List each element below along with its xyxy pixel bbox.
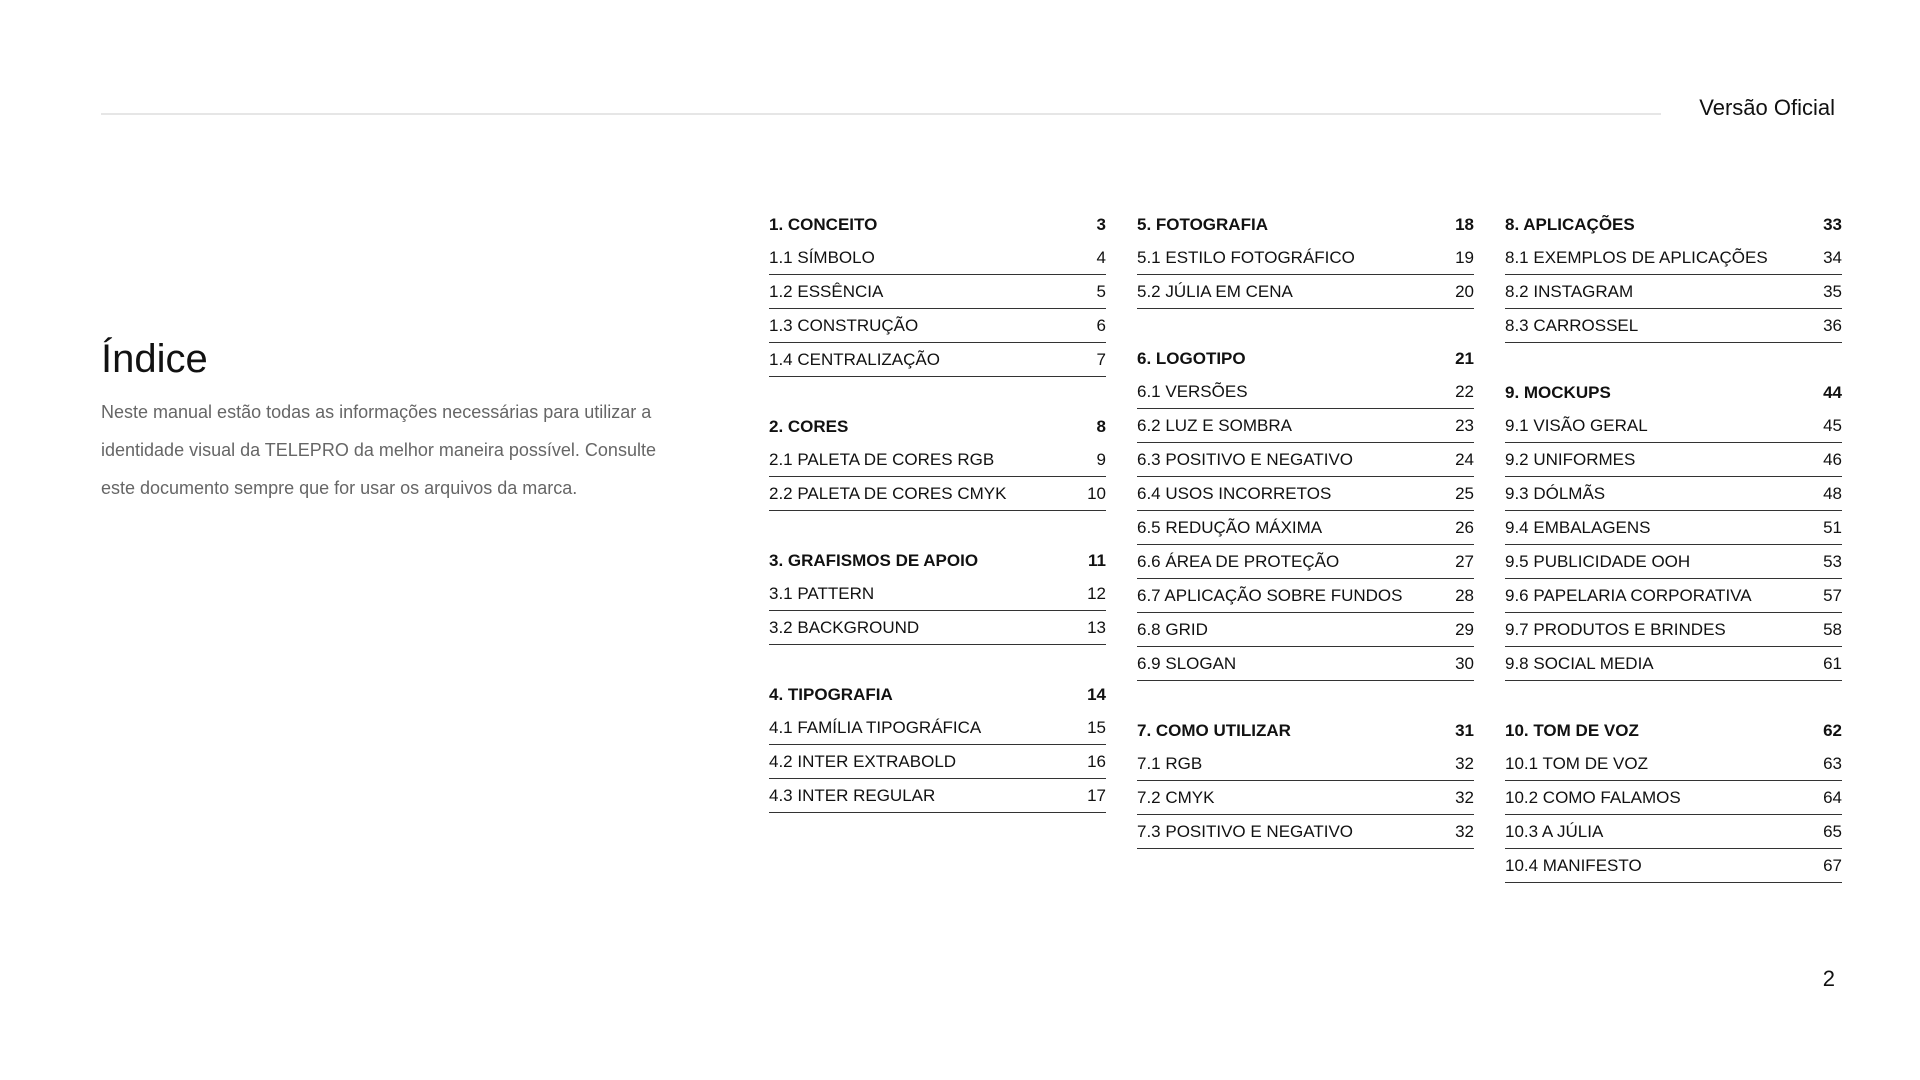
toc-entry[interactable]: [1505, 275, 1842, 309]
toc-entry-page: 61: [1823, 653, 1842, 673]
toc-entry-page: 5: [1096, 281, 1106, 301]
toc-entry-page: 12: [1087, 583, 1106, 603]
toc-entry[interactable]: [1137, 579, 1474, 613]
toc-entry-label: 8.1 EXEMPLOS DE APLICAÇÕES: [1505, 247, 1768, 267]
toc-entry[interactable]: [1505, 511, 1842, 545]
toc-section-page: 33: [1823, 215, 1842, 234]
toc-entry[interactable]: [769, 611, 1106, 645]
toc-entry-label: 7.3 POSITIVO E NEGATIVO: [1137, 821, 1354, 841]
toc-section-page: 62: [1823, 721, 1842, 740]
toc-entry[interactable]: [1137, 511, 1474, 545]
toc-section-title: 5. FOTOGRAFIA: [1137, 215, 1268, 234]
toc-entry[interactable]: [1137, 241, 1474, 275]
toc-entry-label: 2.2 PALETA DE CORES CMYK: [769, 483, 1007, 503]
toc-entry[interactable]: [1137, 747, 1474, 781]
toc-section-page: 14: [1087, 685, 1106, 704]
toc-section-heading[interactable]: [1505, 715, 1842, 747]
toc-entry-label: 6.3 POSITIVO E NEGATIVO: [1137, 449, 1354, 469]
toc-entry-label: 5.1 ESTILO FOTOGRÁFICO: [1137, 247, 1355, 267]
toc-entry-label: 5.2 JÚLIA EM CENA: [1137, 281, 1293, 301]
intro-block: [101, 335, 701, 507]
toc-entry[interactable]: [1137, 545, 1474, 579]
toc-section-page: 8: [1096, 417, 1106, 436]
toc-entry-page: 13: [1087, 617, 1106, 637]
toc-entry[interactable]: [1505, 477, 1842, 511]
toc-entry[interactable]: [1505, 443, 1842, 477]
toc-section: [1505, 209, 1842, 343]
toc-entry-label: 1.4 CENTRALIZAÇÃO: [769, 349, 940, 369]
toc-entry-label: 6.1 VERSÕES: [1137, 381, 1248, 401]
toc-column-2: [1137, 209, 1474, 883]
toc-entry[interactable]: [1505, 781, 1842, 815]
toc-entry[interactable]: [769, 779, 1106, 813]
toc-entry[interactable]: [1137, 443, 1474, 477]
toc-entry-label: 1.2 ESSÊNCIA: [769, 281, 884, 301]
page-title: Índice: [101, 337, 208, 381]
toc-section-title: 1. CONCEITO: [769, 215, 878, 234]
toc-section-title: 9. MOCKUPS: [1505, 383, 1611, 402]
toc-entry[interactable]: [769, 711, 1106, 745]
intro-description: [101, 393, 701, 507]
toc-section-title: 3. GRAFISMOS DE APOIO: [769, 551, 979, 570]
toc-entry-page: 32: [1455, 787, 1474, 807]
toc-entry-label: 9.8 SOCIAL MEDIA: [1505, 653, 1654, 673]
toc-entry-page: 25: [1455, 483, 1474, 503]
toc-entry[interactable]: [1137, 375, 1474, 409]
toc-entry-page: 53: [1823, 551, 1842, 571]
toc-entry-label: 9.6 PAPELARIA CORPORATIVA: [1505, 585, 1752, 605]
toc-entry-label: 10.4 MANIFESTO: [1505, 855, 1642, 875]
toc-entry-page: 35: [1823, 281, 1842, 301]
toc-section-page: 11: [1088, 551, 1106, 570]
toc-entry-page: 27: [1455, 551, 1474, 571]
toc-section-title: 6. LOGOTIPO: [1137, 349, 1246, 368]
toc-entry-page: 57: [1823, 585, 1842, 605]
toc-section-title: 7. COMO UTILIZAR: [1137, 721, 1291, 740]
toc-entry[interactable]: [1505, 613, 1842, 647]
toc-column-3: [1505, 209, 1842, 917]
toc-entry[interactable]: [769, 577, 1106, 611]
toc-entry-label: 7.2 CMYK: [1137, 787, 1215, 807]
toc-entry-label: 6.9 SLOGAN: [1137, 653, 1237, 673]
toc-entry-label: 1.3 CONSTRUÇÃO: [769, 315, 919, 335]
toc-entry-page: 36: [1823, 315, 1842, 335]
toc-section: [1137, 343, 1474, 681]
toc-section-heading[interactable]: [1505, 209, 1842, 241]
toc-entry-label: 9.7 PRODUTOS E BRINDES: [1505, 619, 1726, 639]
toc-entry-label: 10.2 COMO FALAMOS: [1505, 787, 1681, 807]
toc-entry-page: 16: [1087, 751, 1106, 771]
toc-entry[interactable]: [1137, 477, 1474, 511]
toc-entry[interactable]: [1505, 241, 1842, 275]
toc-section-title: 4. TIPOGRAFIA: [769, 685, 893, 704]
toc-entry[interactable]: [1505, 545, 1842, 579]
toc-entry-page: 67: [1823, 855, 1842, 875]
toc-entry-label: 6.4 USOS INCORRETOS: [1137, 483, 1332, 503]
toc-entry-page: 23: [1455, 415, 1474, 435]
toc-section-heading[interactable]: [769, 209, 1106, 241]
toc-entry-page: 65: [1823, 821, 1842, 841]
toc-entry-page: 10: [1087, 483, 1106, 503]
toc-entry-label: 4.3 INTER REGULAR: [769, 785, 936, 805]
toc-entry-page: 32: [1455, 821, 1474, 841]
toc-entry-page: 63: [1823, 753, 1842, 773]
toc-section: [769, 209, 1106, 377]
toc-entry-label: 2.1 PALETA DE CORES RGB: [769, 449, 995, 469]
toc-entry-label: 4.2 INTER EXTRABOLD: [769, 751, 957, 771]
toc-section-title: 8. APLICAÇÕES: [1505, 215, 1635, 234]
toc-entry[interactable]: [769, 443, 1106, 477]
toc-section-title: 2. CORES: [769, 417, 849, 436]
toc-section: [1505, 377, 1842, 681]
toc-entry[interactable]: [1137, 815, 1474, 849]
toc-entry-page: 48: [1823, 483, 1842, 503]
toc-entry-label: 6.2 LUZ E SOMBRA: [1137, 415, 1292, 435]
toc-section-title: 10. TOM DE VOZ: [1505, 721, 1639, 740]
toc-section: [1137, 715, 1474, 849]
toc-entry[interactable]: [769, 241, 1106, 275]
version-label: Versão Oficial: [1699, 95, 1835, 120]
toc-entry[interactable]: [1137, 781, 1474, 815]
toc-section-page: 18: [1455, 215, 1474, 234]
toc-section-heading[interactable]: [1505, 377, 1842, 409]
toc-section: [769, 545, 1106, 645]
toc-section-heading[interactable]: [1137, 343, 1474, 375]
toc-entry-page: 32: [1455, 753, 1474, 773]
toc-entry-label: 3.2 BACKGROUND: [769, 617, 920, 637]
toc-section-page: 31: [1455, 721, 1474, 740]
toc-entry-page: 34: [1823, 247, 1842, 267]
toc-entry-label: 8.2 INSTAGRAM: [1505, 281, 1634, 301]
toc-entry[interactable]: [1137, 409, 1474, 443]
toc-entry-page: 20: [1455, 281, 1474, 301]
toc-entry[interactable]: [769, 745, 1106, 779]
toc-section-heading[interactable]: [1137, 715, 1474, 747]
toc-entry-label: 6.5 REDUÇÃO MÁXIMA: [1137, 517, 1323, 537]
toc-entry-label: 6.8 GRID: [1137, 619, 1208, 639]
toc-entry-label: 10.3 A JÚLIA: [1505, 821, 1604, 841]
toc-column-1: [769, 209, 1106, 847]
intro-line: Neste manual estão todas as informações necessárias para utilizar a: [101, 402, 652, 422]
toc-entry[interactable]: [1137, 275, 1474, 309]
toc-section-heading[interactable]: [769, 545, 1106, 577]
toc-entry[interactable]: [769, 309, 1106, 343]
toc-entry-label: 6.7 APLICAÇÃO SOBRE FUNDOS: [1137, 585, 1403, 605]
toc-entry-page: 51: [1823, 517, 1842, 537]
toc-entry-page: 64: [1823, 787, 1842, 807]
toc-entry-label: 10.1 TOM DE VOZ: [1505, 753, 1648, 773]
toc-section-page: 44: [1823, 383, 1842, 402]
toc-entry[interactable]: [769, 275, 1106, 309]
intro-line: este documento sempre que for usar os arquivos da marca.: [101, 478, 578, 498]
toc-entry[interactable]: [769, 477, 1106, 511]
toc-entry-label: 9.2 UNIFORMES: [1505, 449, 1636, 469]
toc-entry-page: 45: [1823, 415, 1842, 435]
toc-entry-label: 9.4 EMBALAGENS: [1505, 517, 1651, 537]
toc-entry[interactable]: [769, 343, 1106, 377]
toc-entry[interactable]: [1505, 815, 1842, 849]
toc-entry[interactable]: [1505, 849, 1842, 883]
toc-entry-label: 3.1 PATTERN: [769, 583, 875, 603]
toc-section-heading[interactable]: [769, 679, 1106, 711]
toc-entry-page: 19: [1455, 247, 1474, 267]
toc-entry[interactable]: [1505, 409, 1842, 443]
intro-line: identidade visual da TELEPRO da melhor maneira possível. Consulte: [101, 440, 656, 460]
toc-entry-label: 7.1 RGB: [1137, 753, 1203, 773]
toc-entry-page: 15: [1087, 717, 1106, 737]
toc-section-heading[interactable]: [1137, 209, 1474, 241]
header-divider: [101, 113, 1661, 115]
toc-entry[interactable]: [1505, 647, 1842, 681]
toc-section: [1137, 209, 1474, 309]
toc-entry-label: 6.6 ÁREA DE PROTEÇÃO: [1137, 551, 1340, 571]
toc-entry-page: 28: [1455, 585, 1474, 605]
toc-entry-page: 9: [1096, 449, 1106, 469]
toc-entry[interactable]: [1505, 579, 1842, 613]
toc-entry-page: 6: [1096, 315, 1106, 335]
toc-entry-label: 8.3 CARROSSEL: [1505, 315, 1639, 335]
toc-entry-label: 9.1 VISÃO GERAL: [1505, 415, 1648, 435]
toc-section: [769, 679, 1106, 813]
toc-entry-page: 4: [1096, 247, 1106, 267]
toc-entry-page: 22: [1455, 381, 1474, 401]
toc-entry-label: 9.5 PUBLICIDADE OOH: [1505, 551, 1691, 571]
toc-section: [769, 411, 1106, 511]
toc-entry-page: 26: [1455, 517, 1474, 537]
toc-section: [1505, 715, 1842, 883]
toc-entry[interactable]: [1137, 647, 1474, 681]
toc-entry-page: 46: [1823, 449, 1842, 469]
toc-entry[interactable]: [1505, 309, 1842, 343]
toc-entry-page: 29: [1455, 619, 1474, 639]
toc-entry-label: 4.1 FAMÍLIA TIPOGRÁFICA: [769, 717, 982, 737]
toc-entry-page: 30: [1455, 653, 1474, 673]
toc-entry-label: 1.1 SÍMBOLO: [769, 247, 875, 267]
toc-section-page: 21: [1455, 349, 1474, 368]
toc-entry-page: 17: [1087, 785, 1106, 805]
toc-entry-page: 24: [1455, 449, 1474, 469]
toc-entry[interactable]: [1137, 613, 1474, 647]
toc-section-page: 3: [1096, 215, 1106, 234]
toc-entry-label: 9.3 DÓLMÃS: [1505, 483, 1606, 503]
toc-entry-page: 7: [1096, 349, 1106, 369]
toc-section-heading[interactable]: [769, 411, 1106, 443]
toc-entry[interactable]: [1505, 747, 1842, 781]
toc-entry-page: 58: [1823, 619, 1842, 639]
page-number: 2: [1822, 966, 1835, 991]
